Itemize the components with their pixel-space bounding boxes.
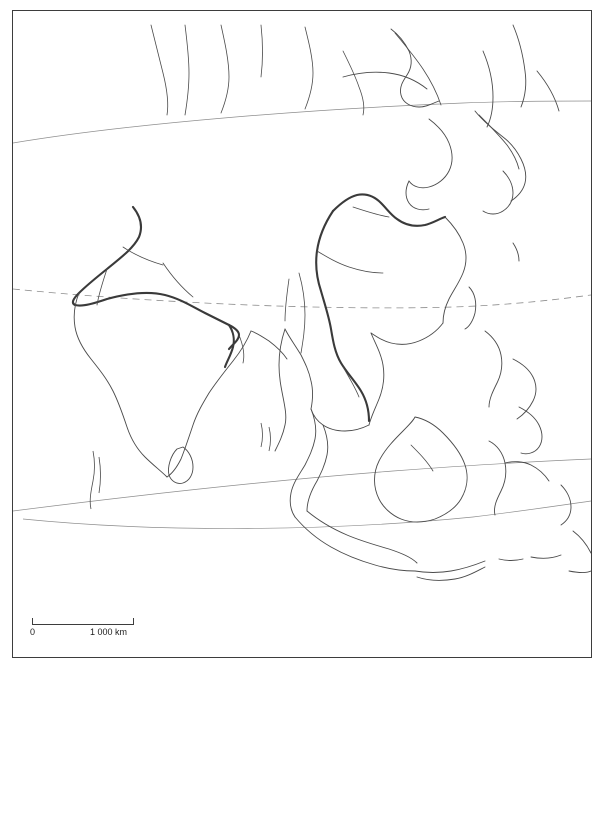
graticule-line-north bbox=[13, 101, 591, 143]
coast-kuril bbox=[537, 71, 559, 111]
coast-kamchatka bbox=[513, 25, 526, 107]
map-frame bbox=[12, 10, 592, 658]
coast-mindanao bbox=[519, 407, 542, 454]
river-siberia-2 bbox=[185, 25, 189, 115]
coast-java-south bbox=[417, 567, 485, 580]
coast-taiwan bbox=[465, 287, 476, 329]
scale-bar bbox=[32, 608, 192, 642]
river-siberia-3 bbox=[221, 25, 229, 113]
highlight-river-delta bbox=[225, 325, 234, 367]
river-yellow bbox=[353, 207, 389, 217]
coast-borneo-inner bbox=[411, 445, 433, 471]
river-yangtze-upper bbox=[317, 251, 383, 273]
coast-northcoast bbox=[343, 72, 427, 89]
scale-bar-line bbox=[32, 624, 134, 625]
coast-malay-peninsula bbox=[290, 409, 316, 517]
coast-korea-detail bbox=[406, 181, 429, 210]
graticule-line-equator bbox=[23, 501, 591, 529]
coast-andaman bbox=[261, 423, 263, 447]
coast-maldives bbox=[90, 451, 94, 509]
coast-sakhalin bbox=[483, 51, 493, 127]
coast-japan-main bbox=[475, 111, 526, 201]
coast-nicobar bbox=[269, 427, 271, 451]
coast-lesser-sunda-2 bbox=[531, 555, 561, 558]
river-mekong-lower bbox=[343, 367, 359, 397]
coast-java bbox=[415, 561, 485, 573]
river-siberia-5 bbox=[305, 27, 313, 109]
coast-indochina-east bbox=[369, 333, 384, 425]
coast-borneo bbox=[375, 417, 468, 522]
map-canvas bbox=[13, 11, 591, 657]
river-siberia-1 bbox=[151, 25, 168, 115]
coast-sumatra bbox=[295, 517, 415, 571]
coast-northeast-asia bbox=[391, 29, 439, 107]
scale-bar-zero-label: 0 bbox=[30, 627, 36, 637]
coast-japan-inner bbox=[479, 115, 519, 169]
river-siberia-4 bbox=[261, 25, 263, 77]
coast-lakshadweep bbox=[99, 457, 101, 493]
coast-india-west bbox=[74, 293, 167, 477]
coast-sulawesi-arm bbox=[505, 462, 549, 481]
coast-ryukyu bbox=[513, 243, 519, 261]
coast-luzon bbox=[485, 331, 502, 407]
coast-papua-west bbox=[573, 531, 591, 553]
river-irrawaddy bbox=[285, 279, 289, 321]
river-lake-baikal bbox=[343, 51, 364, 115]
coast-japan-south bbox=[483, 171, 513, 214]
coast-india-south bbox=[167, 331, 251, 477]
coastline-layer bbox=[74, 25, 591, 580]
highlight-river-mekong bbox=[316, 211, 369, 421]
scale-bar-max-label: 1 000 km bbox=[90, 627, 128, 637]
coast-malay-east bbox=[307, 425, 328, 511]
coast-timor bbox=[569, 571, 591, 573]
highlight-river-east bbox=[333, 194, 445, 225]
coast-thailand-gulf bbox=[285, 329, 313, 409]
scale-bar-tick-end bbox=[133, 618, 134, 625]
river-salween bbox=[299, 273, 305, 353]
coast-korea bbox=[409, 119, 452, 188]
coast-srilanka bbox=[168, 447, 193, 484]
highlight-river-north bbox=[73, 207, 239, 349]
scale-bar-tick-start bbox=[32, 618, 33, 625]
coast-southchina bbox=[371, 323, 443, 344]
coast-india-east bbox=[251, 331, 287, 359]
river-amur bbox=[395, 33, 441, 105]
coast-sulawesi bbox=[489, 441, 506, 515]
coast-indochina-peninsula bbox=[311, 409, 369, 431]
coast-lesser-sunda-1 bbox=[499, 559, 523, 561]
river-ganges-tributary bbox=[163, 263, 193, 297]
